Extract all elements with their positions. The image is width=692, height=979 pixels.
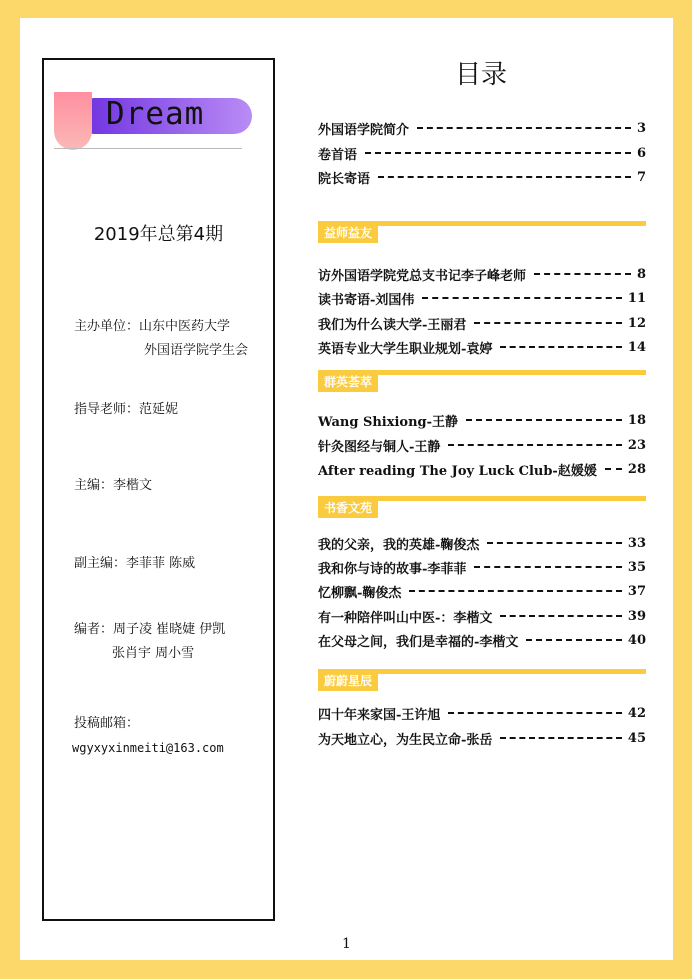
toc-entry-title: 我的父亲，我的英雄-鞠俊杰 (318, 537, 480, 553)
dash-leader (365, 152, 631, 154)
section-header (318, 496, 646, 518)
toc-entry[interactable] (318, 264, 646, 284)
dash-leader (500, 737, 622, 739)
editors-line1: 周子凌 崔晓婕 伊凯 (113, 622, 226, 637)
toc-title: 目录 (455, 60, 508, 90)
editors-line2: 张肖宇 周小雪 (112, 646, 195, 661)
toc-entry-page: 14 (627, 339, 646, 355)
dash-leader (526, 639, 622, 641)
toc-entry-title: 针灸图经与铜人-王静 (318, 439, 441, 455)
toc-entry-page: 8 (636, 266, 646, 282)
dream-logo (54, 92, 249, 152)
dash-leader (487, 542, 622, 544)
toc-entry-title: 卷首语 (318, 147, 358, 163)
dash-leader (448, 712, 622, 714)
toc-entry[interactable] (318, 728, 646, 748)
toc-entry-title: 我们为什么读大学-王丽君 (318, 317, 467, 333)
logo-text: Dream (106, 96, 205, 132)
page (20, 18, 673, 960)
dash-leader (409, 590, 622, 592)
toc-entry-title: 四十年来家国-王许旭 (318, 707, 441, 723)
toc-entry[interactable] (318, 630, 646, 650)
toc-entry[interactable] (318, 118, 646, 138)
masthead-panel (42, 58, 275, 921)
section-title: 书香文苑 (318, 496, 378, 518)
page-number: 1 (342, 936, 351, 952)
dash-leader (422, 297, 622, 299)
toc-entry-title: 为天地立心，为生民立命-张岳 (318, 732, 493, 748)
toc-entry-page: 11 (627, 290, 646, 306)
dash-leader (466, 419, 622, 421)
toc-entry[interactable] (318, 435, 646, 455)
toc-entry[interactable] (318, 459, 646, 479)
issue-number: 2019年总第4期 (93, 224, 224, 245)
toc-entry-title: 院长寄语 (318, 171, 371, 187)
toc-entry-page: 42 (627, 705, 646, 721)
section-header (318, 669, 646, 691)
email-block (74, 712, 224, 760)
email-label: 投稿邮箱： (74, 716, 140, 731)
organizer-line1: 山东中医药大学 (139, 319, 231, 334)
advisor: 指导老师：范延妮 (74, 402, 179, 417)
toc-entry-title: 在父母之间，我们是幸福的-李楷文 (318, 634, 519, 650)
dash-leader (500, 346, 622, 348)
toc-entry-page: 35 (627, 559, 646, 575)
section-title: 蔚蔚星辰 (318, 669, 378, 691)
organizer-block (74, 315, 248, 363)
toc-entry-page: 23 (627, 437, 646, 453)
toc-entry[interactable] (318, 143, 646, 163)
toc-entry-title: 英语专业大学生职业规划-袁婷 (318, 341, 493, 357)
toc-entry[interactable] (318, 606, 646, 626)
toc-entry-title: 外国语学院简介 (318, 122, 410, 138)
email-address: wgyxyxinmeiti@163.com (72, 741, 224, 755)
toc-entry-page: 37 (627, 583, 646, 599)
dash-leader (605, 468, 622, 470)
toc-entry-page: 18 (627, 412, 646, 428)
toc-entry-title: Wang Shixiong-王静 (318, 414, 459, 430)
toc-entry-title: After reading The Joy Luck Club-赵媛媛 (318, 463, 597, 479)
dash-leader (474, 566, 622, 568)
section-title: 群英荟萃 (318, 370, 378, 392)
dash-leader (378, 176, 631, 178)
toc-entry-title: 访外国语学院党总支书记李子峰老师 (318, 268, 527, 284)
toc-entry-page: 7 (636, 169, 646, 185)
toc-entry[interactable] (318, 337, 646, 357)
dash-leader (500, 615, 622, 617)
dash-leader (417, 127, 631, 129)
toc-entry-page: 40 (627, 632, 646, 648)
organizer-line2: 外国语学院学生会 (144, 343, 249, 358)
toc-entry-title: 我和你与诗的故事-李菲菲 (318, 561, 467, 577)
toc-entry[interactable] (318, 167, 646, 187)
toc-entry[interactable] (318, 533, 646, 553)
toc-entry[interactable] (318, 557, 646, 577)
editors-label: 编者： (74, 622, 114, 637)
toc-entry[interactable] (318, 313, 646, 333)
toc-entry-page: 12 (627, 315, 646, 331)
organizer-label: 主办单位： (74, 319, 140, 334)
toc-entry-page: 6 (636, 145, 646, 161)
toc-entry-page: 33 (627, 535, 646, 551)
toc-entry-page: 45 (627, 730, 646, 746)
toc-entry-title: 有一种陪伴叫山中医-：李楷文 (318, 610, 493, 626)
toc-entry[interactable] (318, 410, 646, 430)
section-title: 益师益友 (318, 221, 378, 243)
editor: 主编：李楷文 (74, 478, 153, 493)
toc-entry-title: 读书寄语-刘国伟 (318, 292, 415, 308)
dash-leader (448, 444, 622, 446)
editors-block (74, 618, 225, 666)
logo-divider (54, 148, 242, 149)
dash-leader (534, 273, 631, 275)
toc-entry-page: 28 (627, 461, 646, 477)
toc-entry-page: 3 (636, 120, 646, 136)
dash-leader (474, 322, 622, 324)
section-header (318, 221, 646, 243)
deputy-editor: 副主编：李菲菲 陈威 (74, 556, 196, 571)
section-header (318, 370, 646, 392)
toc-entry-page: 39 (627, 608, 646, 624)
logo-ribbon-icon (54, 92, 92, 150)
toc-entry[interactable] (318, 703, 646, 723)
toc-entry[interactable] (318, 288, 646, 308)
toc-entry-title: 忆柳飘-鞠俊杰 (318, 585, 402, 601)
toc-entry[interactable] (318, 581, 646, 601)
